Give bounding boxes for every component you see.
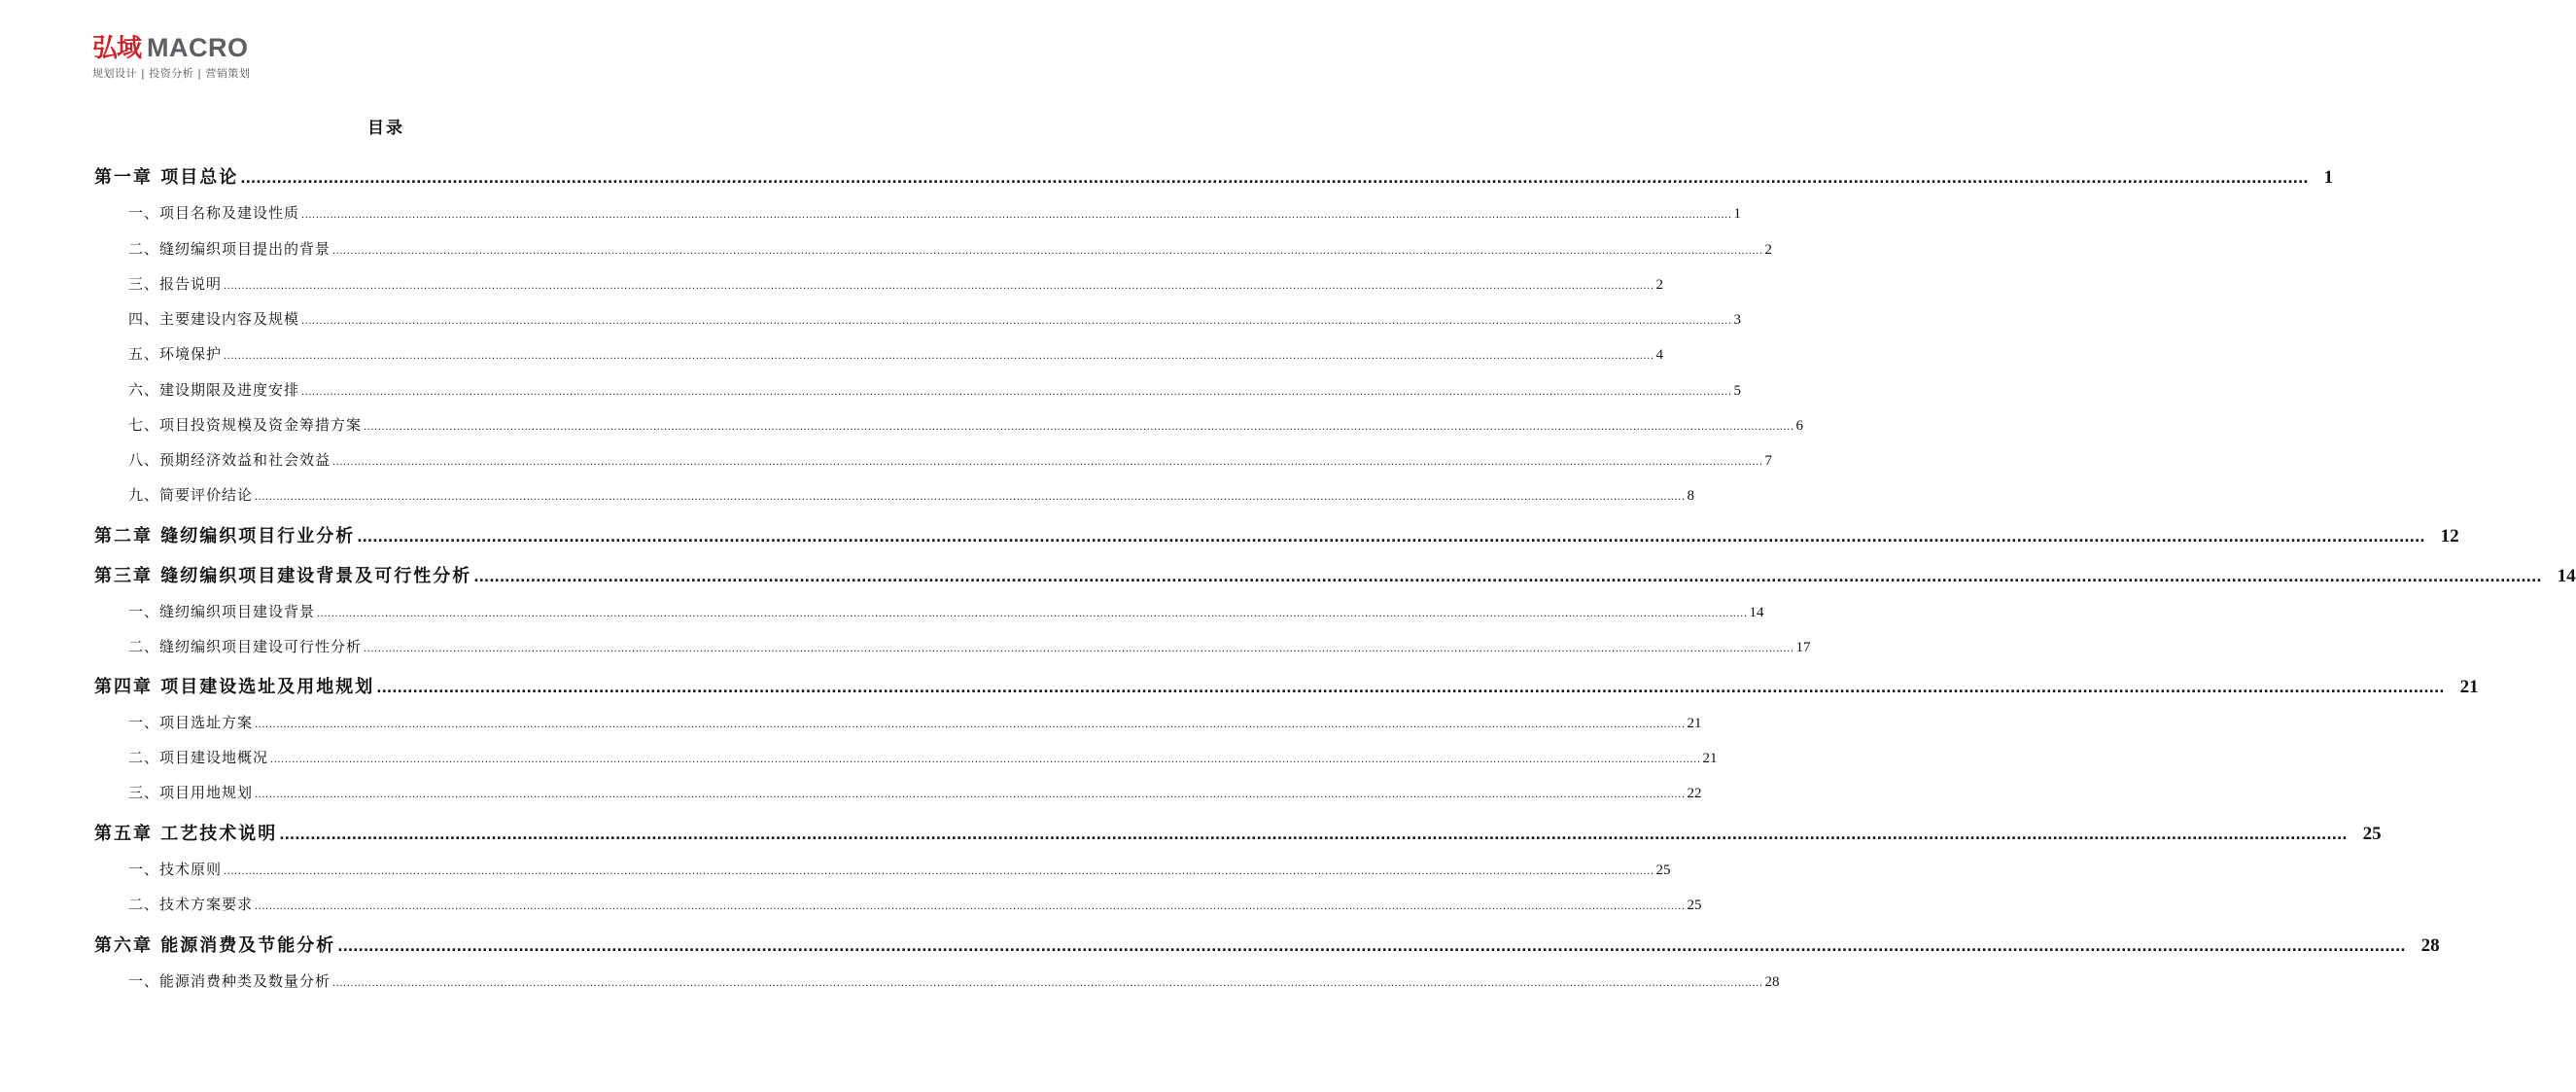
toc-page-number: 6 <box>1795 418 1803 434</box>
toc-entry-label: 第三章 缝纫编织项目建设背景及可行性分析 <box>94 566 472 586</box>
toc-entry-label: 四、主要建设内容及规模 <box>128 310 300 328</box>
toc-section-entry[interactable] <box>128 484 1694 513</box>
toc-section-entry[interactable] <box>128 636 1811 665</box>
toc-dot-leader: ................................................................................................................................................................................................................................................................................................................................................................................................................ <box>357 530 2425 546</box>
toc-section-entry[interactable] <box>128 894 1702 923</box>
toc-entry-label: 五、环境保护 <box>128 345 223 363</box>
toc-page-number: 25 <box>1655 863 1671 878</box>
toc-page-number: 21 <box>1687 716 1702 731</box>
toc-section-entry[interactable] <box>128 601 1764 630</box>
toc-dot-leader: ................................................................................................................................................................................................................................................................................................................................................................................................................ <box>332 457 1763 468</box>
toc-page-number: 1 <box>2323 167 2334 188</box>
toc-section-entry[interactable] <box>128 970 1780 1000</box>
toc-dot-leader: ................................................................................................................................................................................................................................................................................................................................................................................................................ <box>279 828 2348 843</box>
toc-dot-leader: ................................................................................................................................................................................................................................................................................................................................................................................................................ <box>317 609 1748 619</box>
toc-dot-leader: ................................................................................................................................................................................................................................................................................................................................................................................................................ <box>224 281 1654 292</box>
toc-entry-label: 一、技术原则 <box>128 861 223 878</box>
toc-dot-leader: ................................................................................................................................................................................................................................................................................................................................................................................................................ <box>301 387 1732 398</box>
toc-entry-label: 九、简要评价结论 <box>128 486 254 504</box>
toc-title: 目录 <box>367 119 404 138</box>
toc-dot-leader: ................................................................................................................................................................................................................................................................................................................................................................................................................ <box>301 316 1732 327</box>
toc-section-entry[interactable] <box>128 859 1671 888</box>
toc-entry-label: 一、缝纫编织项目建设背景 <box>128 603 316 620</box>
toc-dot-leader: ................................................................................................................................................................................................................................................................................................................................................................................................................ <box>240 171 2309 187</box>
toc-entry-label: 第四章 项目建设选址及用地规划 <box>94 677 375 697</box>
toc-dot-leader: ................................................................................................................................................................................................................................................................................................................................................................................................................ <box>224 351 1654 362</box>
toc-dot-leader: ................................................................................................................................................................................................................................................................................................................................................................................................................ <box>364 644 1794 654</box>
toc-entry-label: 七、项目投资规模及资金筹措方案 <box>128 416 363 434</box>
toc-dot-leader: ................................................................................................................................................................................................................................................................................................................................................................................................................ <box>364 422 1794 433</box>
toc-dot-leader: ................................................................................................................................................................................................................................................................................................................................................................................................................ <box>376 681 2445 696</box>
toc-entry-label: 第五章 工艺技术说明 <box>94 824 278 844</box>
toc-dot-leader: ................................................................................................................................................................................................................................................................................................................................................................................................................ <box>332 978 1763 989</box>
logo-tagline: 规划设计 | 投资分析 | 营销策划 <box>92 67 251 80</box>
toc-page-number: 25 <box>1687 898 1702 913</box>
toc-entry-label: 一、项目选址方案 <box>128 714 254 731</box>
toc-dot-leader: ................................................................................................................................................................................................................................................................................................................................................................................................................ <box>332 246 1763 257</box>
toc-page-number: 14 <box>2557 566 2576 586</box>
toc-section-entry[interactable] <box>128 747 1718 776</box>
toc-section-entry[interactable] <box>128 308 1741 337</box>
toc-section-entry[interactable] <box>128 238 1772 267</box>
toc-page-number: 8 <box>1687 488 1694 504</box>
toc-page-number: 21 <box>2459 677 2479 697</box>
toc-section-entry[interactable] <box>128 379 1741 408</box>
toc-section-entry[interactable] <box>128 782 1702 811</box>
toc-chapter-entry[interactable] <box>94 673 2479 702</box>
toc-page-number: 21 <box>1702 751 1718 766</box>
toc-dot-leader: ................................................................................................................................................................................................................................................................................................................................................................................................................ <box>270 755 1701 765</box>
toc-page-number: 25 <box>2362 824 2382 844</box>
toc-dot-leader: ................................................................................................................................................................................................................................................................................................................................................................................................................ <box>473 570 2542 585</box>
toc-entry-label: 二、技术方案要求 <box>128 896 254 913</box>
toc-entry-label: 三、项目用地规划 <box>128 784 254 801</box>
toc-section-entry[interactable] <box>128 449 1772 478</box>
toc-dot-leader: ................................................................................................................................................................................................................................................................................................................................................................................................................ <box>255 720 1686 730</box>
toc-page-number: 17 <box>1795 640 1811 655</box>
toc-section-entry[interactable] <box>128 202 1741 231</box>
toc-page-number: 2 <box>1764 242 1772 258</box>
toc-dot-leader: ................................................................................................................................................................................................................................................................................................................................................................................................................ <box>255 901 1686 912</box>
toc-dot-leader: ................................................................................................................................................................................................................................................................................................................................................................................................................ <box>224 866 1654 877</box>
toc-page-number: 2 <box>1655 277 1663 293</box>
toc-dot-leader: ................................................................................................................................................................................................................................................................................................................................................................................................................ <box>255 492 1686 503</box>
toc-page-number: 14 <box>1749 605 1764 620</box>
toc-section-entry[interactable] <box>128 273 1663 302</box>
toc-entry-label: 一、能源消费种类及数量分析 <box>128 972 331 990</box>
toc-page-number: 28 <box>2420 935 2440 956</box>
toc-entry-label: 二、项目建设地概况 <box>128 749 269 766</box>
toc-entry-label: 一、项目名称及建设性质 <box>128 204 300 222</box>
toc-chapter-entry[interactable] <box>94 562 2576 591</box>
toc-page-number: 3 <box>1733 312 1741 328</box>
toc-section-entry[interactable] <box>128 712 1702 741</box>
toc-page-number: 5 <box>1733 383 1741 399</box>
toc-entry-label: 三、报告说明 <box>128 275 223 293</box>
toc-entry-label: 八、预期经济效益和社会效益 <box>128 451 331 469</box>
logo-english-name: MACRO <box>147 33 249 62</box>
toc-chapter-entry[interactable] <box>94 932 2440 961</box>
toc-section-entry[interactable] <box>128 414 1803 443</box>
toc-page-number: 28 <box>1764 974 1780 990</box>
toc-entry-label: 六、建设期限及进度安排 <box>128 381 300 399</box>
toc-page-number: 4 <box>1655 347 1663 363</box>
toc-chapter-entry[interactable] <box>94 820 2382 849</box>
toc-entry-label: 第一章 项目总论 <box>94 167 239 188</box>
toc-entry-label: 第二章 缝纫编织项目行业分析 <box>94 526 356 546</box>
toc-chapter-entry[interactable] <box>94 163 2334 193</box>
toc-page-number: 22 <box>1687 786 1702 801</box>
toc-chapter-entry[interactable] <box>94 522 2459 551</box>
toc-entry-label: 第六章 能源消费及节能分析 <box>94 935 336 956</box>
toc-page-number: 12 <box>2440 526 2459 546</box>
toc-page-number: 1 <box>1733 206 1741 222</box>
toc-dot-leader: ................................................................................................................................................................................................................................................................................................................................................................................................................ <box>337 939 2406 955</box>
toc-page-number: 7 <box>1764 453 1772 469</box>
toc-section-entry[interactable] <box>128 343 1663 372</box>
toc-entry-label: 二、缝纫编织项目建设可行性分析 <box>128 638 363 655</box>
toc-dot-leader: ................................................................................................................................................................................................................................................................................................................................................................................................................ <box>255 790 1686 800</box>
toc-entry-label: 二、缝纫编织项目提出的背景 <box>128 240 331 258</box>
logo-chinese-name: 弘域 <box>92 34 142 63</box>
toc-dot-leader: ................................................................................................................................................................................................................................................................................................................................................................................................................ <box>301 210 1732 221</box>
